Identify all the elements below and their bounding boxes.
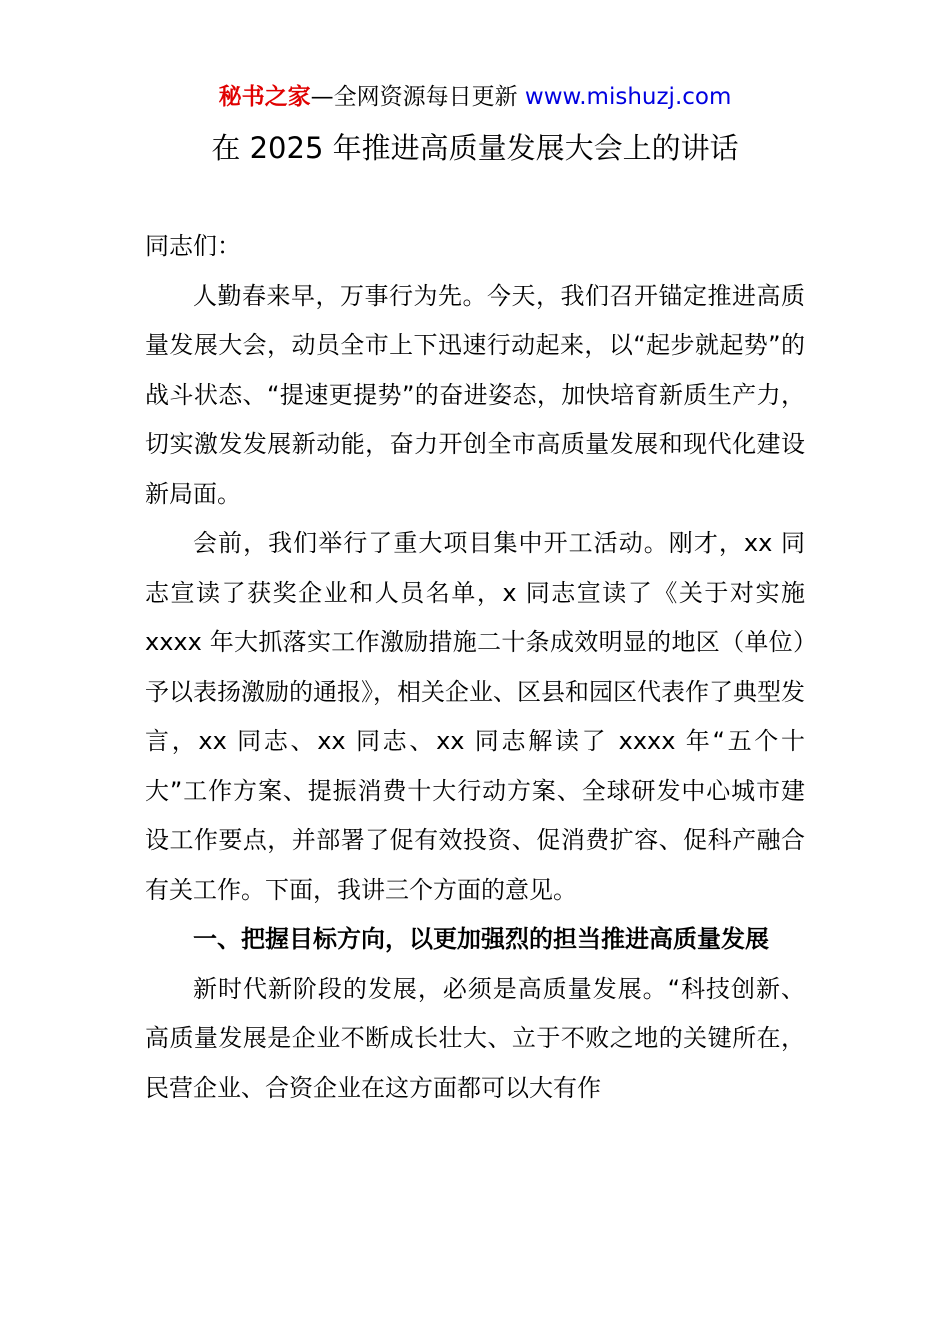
paragraph-section-1: 新时代新阶段的发展，必须是高质量发展。“科技创新、高质量发展是企业不断成长壮大、立于不败之地的关键所在，民营企业、合资企业在这方面都可以大有作 bbox=[145, 974, 805, 1102]
site-header bbox=[0, 80, 950, 114]
paragraph-meeting-summary: 会前，我们举行了重大项目集中开工活动。刚才，xx 同志宣读了获奖企业和人员名单，x 同志宣读了《关于对实施 xxxx 年大抓落实工作激励措施二十条成效明显的地区（单位）予以表扬激励的通报》，相关企业、区县和园区代表作了典型发言，xx 同志、xx 同志、xx 同志解读了 xxxx 年“五个十大”工作方案、提振消费十大行动方案、全球研发中心城市建设工作要点，并部署了促有效投资、促消费扩容、促科产融合有关工作。下面，我讲三个方面的意见。 bbox=[145, 529, 805, 904]
site-brand: 秘书之家 bbox=[218, 84, 311, 110]
paragraph-opening: 人勤春来早，万事行为先。今天，我们召开锚定推进高质量发展大会，动员全市上下迅速行动起来，以“起步就起势”的战斗状态、“提速更提势”的奋进姿态，加快培育新质生产力，切实激发发展新动能，奋力开创全市高质量发展和现代化建设新局面。 bbox=[145, 281, 805, 508]
document-title: 在 2025 年推进高质量发展大会上的讲话 bbox=[211, 131, 739, 165]
salutation: 同志们： bbox=[145, 232, 241, 260]
site-tagline: —全网资源每日更新 bbox=[310, 84, 525, 110]
document-body bbox=[145, 222, 805, 1113]
site-url-link[interactable]: www.mishuzj.com bbox=[524, 84, 732, 110]
section-heading-1: 一、把握目标方向，以更加强烈的担当推进高质量发展 bbox=[193, 925, 769, 953]
